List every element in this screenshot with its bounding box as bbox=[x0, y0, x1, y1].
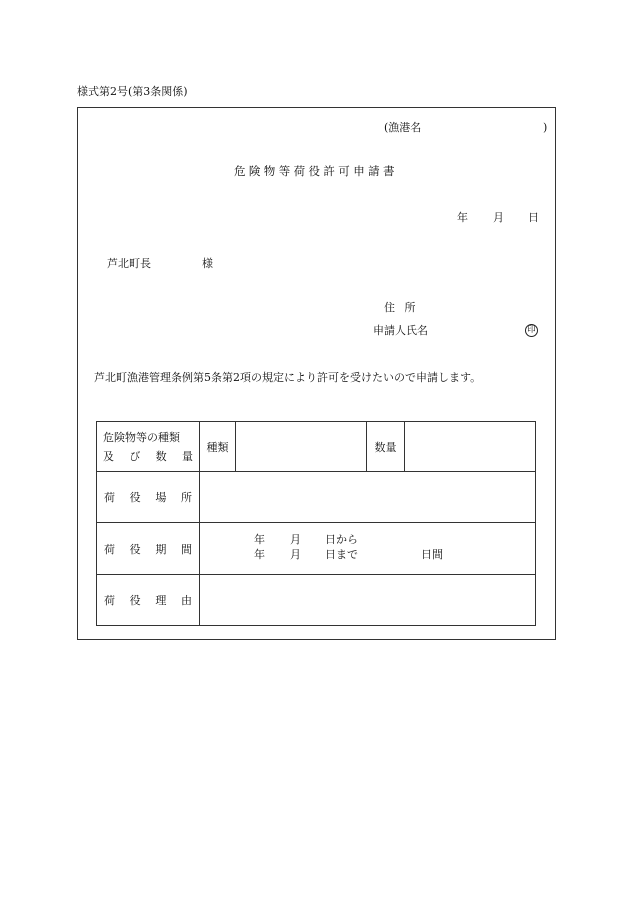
label-char: 量 bbox=[181, 450, 193, 463]
loading-reason-label bbox=[97, 575, 200, 626]
table-row bbox=[97, 422, 536, 472]
table-row bbox=[97, 472, 536, 523]
period-to-year: 年 bbox=[254, 548, 265, 561]
form-title: 危険物等荷役許可申請書 bbox=[234, 164, 398, 178]
table-row bbox=[97, 575, 536, 626]
harbor-name-open: (漁港名 bbox=[384, 121, 422, 134]
harbor-name-close: ) bbox=[543, 121, 548, 134]
applicant-name-label: 申請人氏名 bbox=[373, 324, 428, 337]
period-fields bbox=[200, 523, 535, 574]
label-char: 所 bbox=[180, 491, 192, 504]
label-char: 役 bbox=[129, 542, 141, 556]
date-month: 月 bbox=[493, 211, 504, 224]
label-char: 荷 bbox=[104, 542, 115, 556]
applicant-address-label: 住 所 bbox=[384, 301, 416, 314]
loading-period-label bbox=[97, 523, 200, 575]
period-from-day: 日から bbox=[325, 533, 358, 546]
table-row bbox=[97, 523, 536, 575]
loading-place-value-cell[interactable] bbox=[200, 472, 536, 523]
date-year: 年 bbox=[457, 211, 468, 224]
date-day: 日 bbox=[528, 211, 539, 224]
label-char: 由 bbox=[180, 594, 192, 607]
loading-period-value-cell[interactable] bbox=[200, 523, 536, 575]
details-table bbox=[96, 421, 536, 626]
period-days: 日間 bbox=[421, 548, 443, 561]
type-label: 種類 bbox=[200, 422, 236, 472]
period-from-month: 月 bbox=[290, 533, 301, 546]
goods-label-line1: 危険物等の種類 bbox=[103, 431, 180, 444]
label-char: 及 bbox=[103, 450, 114, 463]
label-char: 数 bbox=[155, 450, 167, 463]
type-value-cell[interactable] bbox=[236, 422, 367, 472]
label-char: 役 bbox=[129, 491, 141, 504]
quantity-label: 数量 bbox=[367, 422, 405, 472]
goods-type-quantity-label bbox=[97, 422, 200, 472]
label-char: 役 bbox=[129, 594, 141, 607]
addressee-honorific: 様 bbox=[202, 257, 213, 270]
label-char: 場 bbox=[155, 491, 167, 504]
form-number: 様式第2号(第3条関係) bbox=[77, 85, 188, 98]
loading-reason-value-cell[interactable] bbox=[200, 575, 536, 626]
label-chars bbox=[97, 541, 199, 557]
label-char: 期 bbox=[155, 542, 167, 556]
label-char: 間 bbox=[180, 542, 192, 556]
quantity-value-cell[interactable] bbox=[405, 422, 536, 472]
label-char: 荷 bbox=[104, 491, 115, 504]
seal-icon: 印 bbox=[525, 324, 538, 337]
goods-label-line2 bbox=[103, 445, 199, 464]
addressee-name: 芦北町長 bbox=[107, 257, 151, 270]
period-to-month: 月 bbox=[290, 548, 301, 561]
application-statement: 芦北町漁港管理条例第5条第2項の規定により許可を受けたいので申請します。 bbox=[94, 371, 482, 384]
label-chars bbox=[97, 489, 199, 505]
label-chars bbox=[97, 592, 199, 608]
label-char: 荷 bbox=[104, 594, 115, 607]
period-from-year: 年 bbox=[254, 533, 265, 546]
period-to-day: 日まで bbox=[325, 548, 358, 561]
label-char: び bbox=[129, 450, 141, 463]
loading-place-label bbox=[97, 472, 200, 523]
label-char: 理 bbox=[155, 594, 167, 607]
